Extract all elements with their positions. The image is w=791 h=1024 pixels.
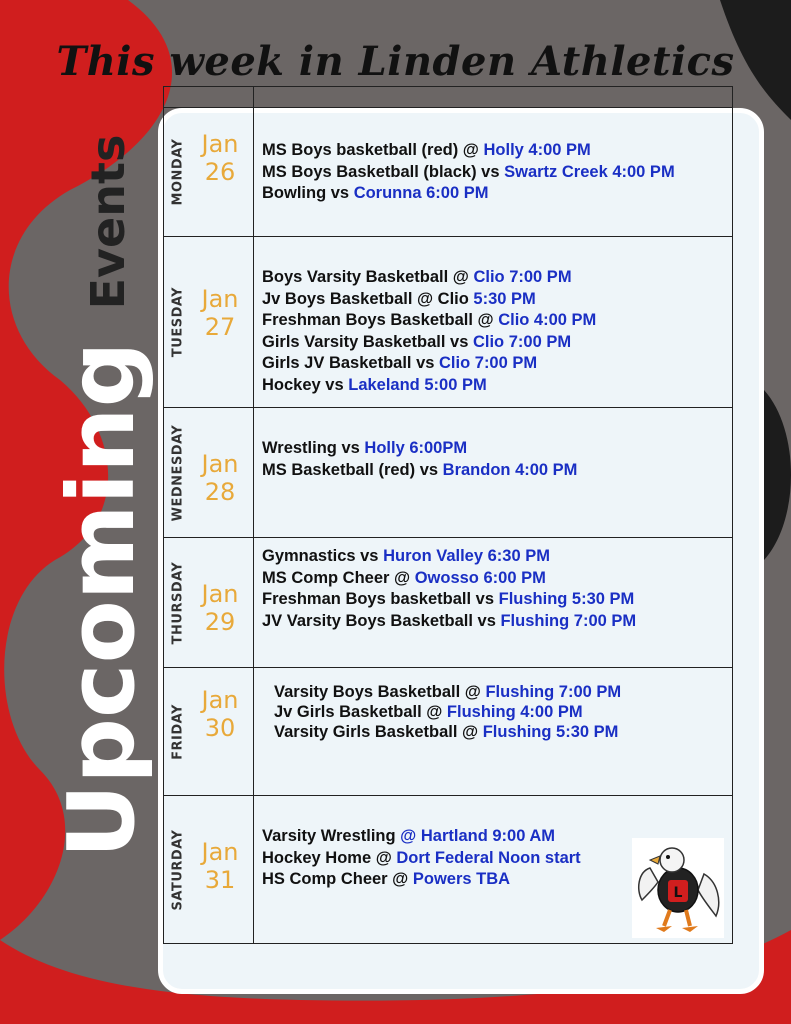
event-item: JV Varsity Boys Basketball vs Flushing 7:00 PM (262, 611, 637, 630)
svg-text:L: L (673, 885, 683, 901)
event-item: Freshman Boys Basketball @ Clio 4:00 PM (262, 311, 597, 330)
day-name: FRIDAY (170, 703, 186, 760)
day-name: MONDAY (170, 138, 186, 206)
schedule-table (163, 86, 733, 944)
event-list (262, 267, 722, 397)
date-month: Jan (201, 838, 239, 866)
date-label (190, 450, 250, 506)
date-day: 28 (204, 478, 236, 506)
day-name: SATURDAY (170, 829, 186, 910)
day-name: WEDNESDAY (170, 424, 186, 521)
day-row-monday (164, 108, 732, 237)
date-day: 29 (204, 608, 236, 636)
event-item: Hockey vs Lakeland 5:00 PM (262, 375, 487, 394)
event-item: Girls JV Basketball vs Clio 7:00 PM (262, 354, 538, 373)
date-label (190, 838, 250, 894)
date-month: Jan (201, 285, 239, 313)
day-name: TUESDAY (170, 286, 186, 358)
event-item: HS Comp Cheer @ Powers TBA (262, 870, 511, 889)
event-list (262, 140, 722, 205)
event-list (262, 546, 722, 632)
event-item: Wrestling vs Holly 6:00PM (262, 439, 468, 457)
date-label (190, 686, 250, 742)
date-day: 31 (204, 866, 236, 894)
event-item: Freshman Boys basketball vs Flushing 5:30 PM (262, 590, 635, 609)
event-item: Varsity Girls Basketball @ Flushing 5:30 PM (274, 723, 619, 741)
event-item: Varsity Boys Basketball @ Flushing 7:00 PM (274, 683, 622, 701)
dark-ribbon-mid (764, 390, 791, 560)
event-item: MS Basketball (red) vs Brandon 4:00 PM (262, 460, 578, 479)
event-item: Jv Boys Basketball @ Clio 5:30 PM (262, 289, 536, 308)
eagle-mascot-icon (632, 838, 724, 938)
event-list (262, 438, 722, 481)
day-row-friday (164, 668, 732, 796)
event-item: Jv Girls Basketball @ Flushing 4:00 PM (274, 703, 583, 721)
event-item: Boys Varsity Basketball @ Clio 7:00 PM (262, 268, 572, 286)
event-item: MS Comp Cheer @ Owosso 6:00 PM (262, 568, 546, 587)
date-day: 30 (204, 714, 236, 742)
date-label (190, 130, 250, 186)
event-item: Gymnastics vs Huron Valley 6:30 PM (262, 547, 550, 565)
day-row-wednesday (164, 408, 732, 538)
day-name: THURSDAY (170, 561, 186, 644)
date-label (190, 285, 250, 341)
event-item: Hockey Home @ Dort Federal Noon start (262, 848, 581, 867)
date-month: Jan (201, 580, 239, 608)
date-day: 26 (204, 158, 236, 186)
upcoming-heading: Upcoming (48, 341, 155, 859)
table-header-row (164, 87, 732, 108)
date-label (190, 580, 250, 636)
day-row-thursday (164, 538, 732, 668)
date-month: Jan (201, 686, 239, 714)
event-item: Girls Varsity Basketball vs Clio 7:00 PM (262, 332, 572, 351)
date-month: Jan (201, 450, 239, 478)
event-item: Bowling vs Corunna 6:00 PM (262, 184, 489, 203)
event-item: Varsity Wrestling @ Hartland 9:00 AM (262, 827, 556, 845)
event-item: MS Boys Basketball (black) vs Swartz Creek 4:00 PM (262, 162, 675, 181)
day-row-tuesday (164, 237, 732, 408)
date-day: 27 (204, 313, 236, 341)
events-heading: Events (81, 134, 135, 310)
event-item: MS Boys basketball (red) @ Holly 4:00 PM (262, 141, 591, 159)
page-title: This week in Linden Athletics (56, 38, 735, 85)
date-month: Jan (201, 130, 239, 158)
event-list (274, 682, 722, 742)
